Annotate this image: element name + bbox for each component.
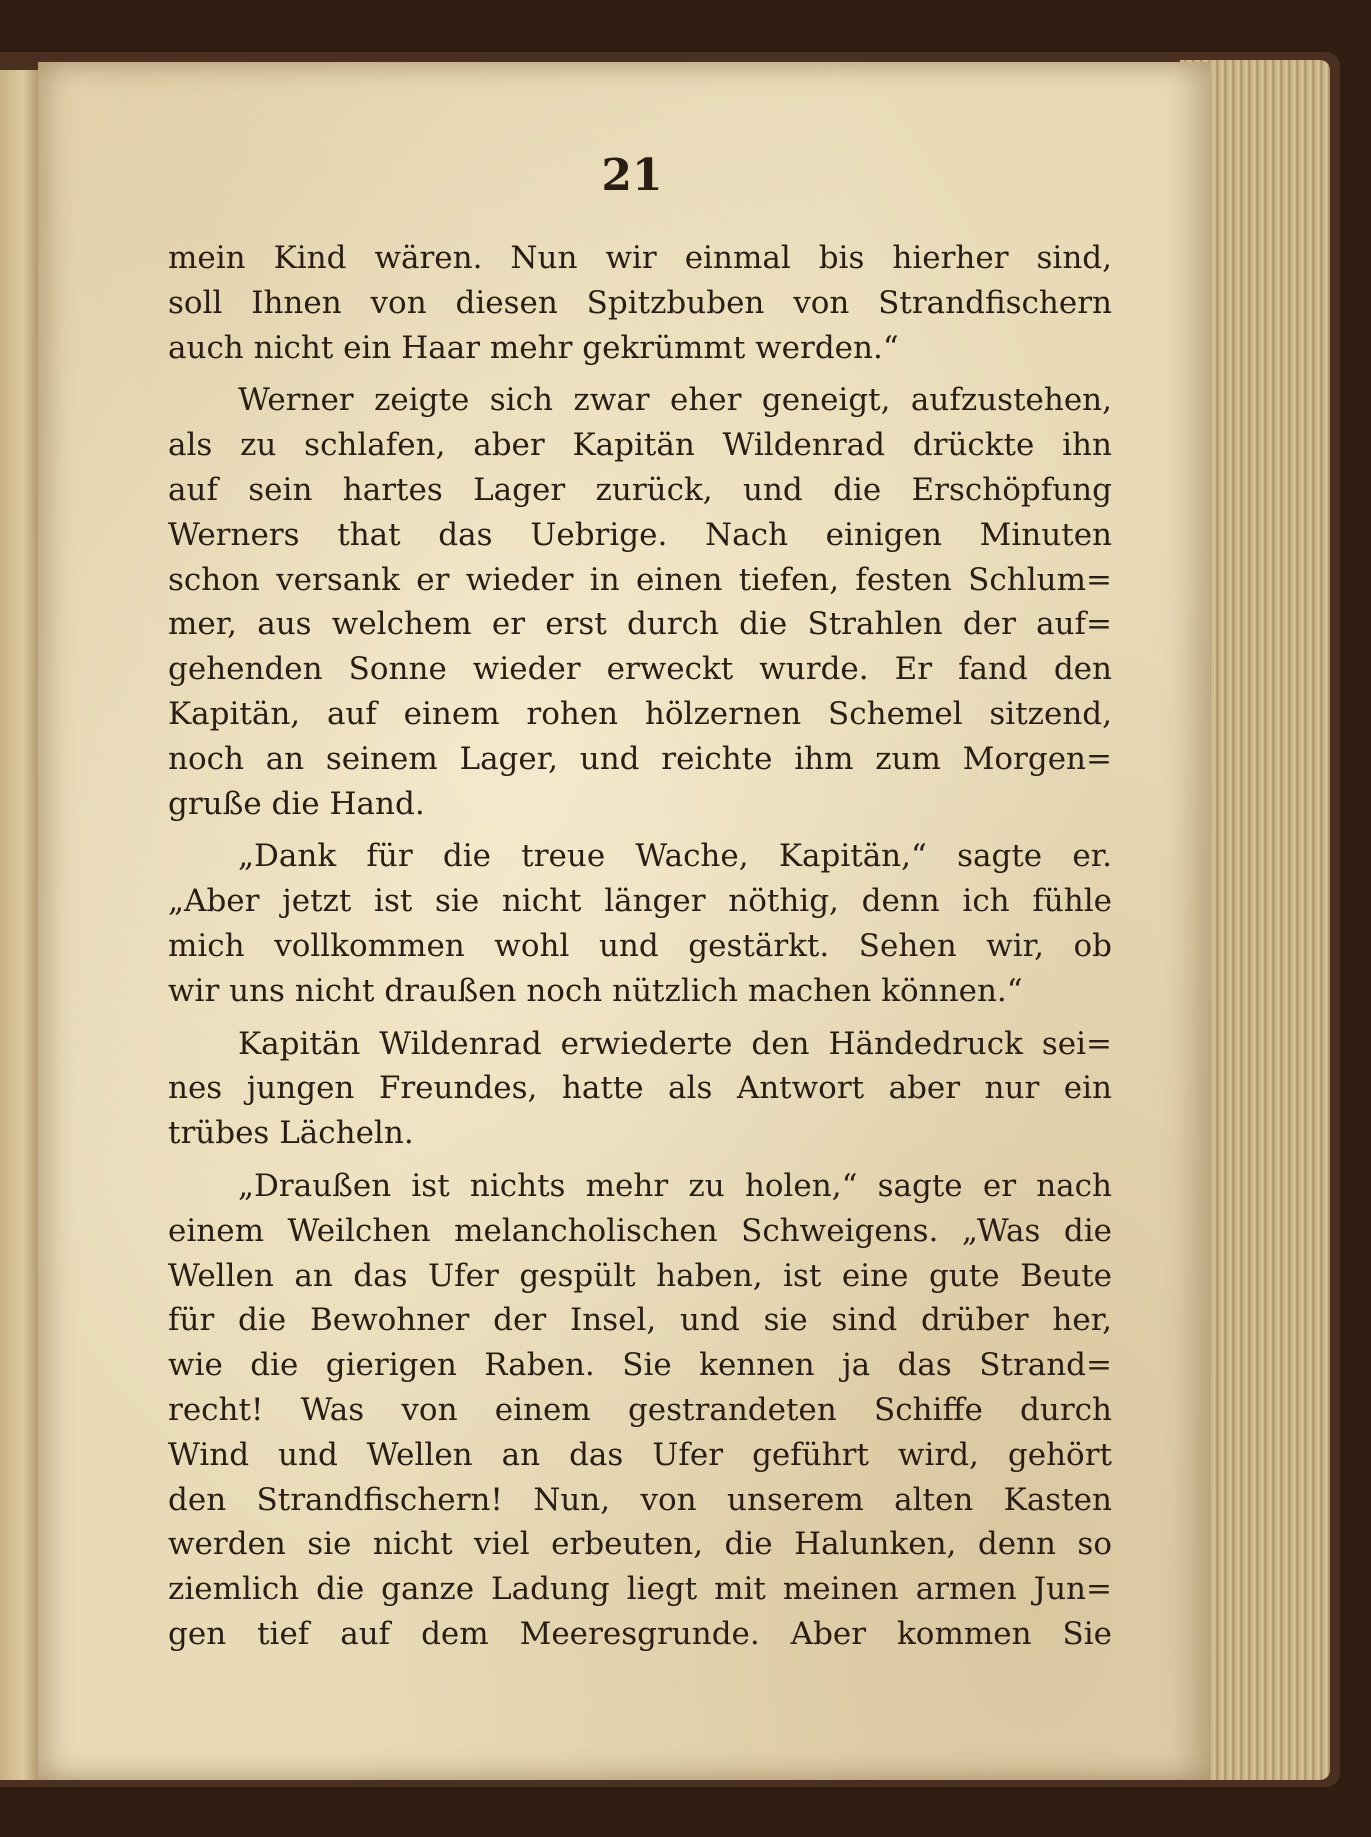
text-line: mer, aus welchem er erst durch die Strahlen der auf= [168, 606, 1112, 643]
text-line: nes jungen Freundes, hatte als Antwort aber nur ein [168, 1070, 1112, 1107]
text-line: gen tief auf dem Meeresgrunde. Aber kommen Sie [168, 1615, 1112, 1652]
text-line: einem Weilchen melancholischen Schweigens. „Was die [168, 1212, 1112, 1249]
text-line: mich vollkommen wohl und gestärkt. Sehen wir, ob [168, 927, 1112, 964]
paragraph-5 [168, 1164, 1112, 1657]
page-number: 21 [601, 150, 663, 201]
text-line: den Strandfischern! Nun, von unserem alten Kasten [168, 1481, 1112, 1518]
text-line: gehenden Sonne wieder erweckt wurde. Er fand den [168, 651, 1112, 688]
text-line: „Aber jetzt ist sie nicht länger nöthig, denn ich fühle [168, 883, 1112, 920]
page-text [168, 236, 1112, 1665]
text-line: wie die gierigen Raben. Sie kennen ja das Strand= [168, 1347, 1112, 1384]
paragraph-3 [168, 834, 1112, 1013]
text-line: für die Bewohner der Insel, und sie sind drüber her, [168, 1302, 1112, 1339]
text-line: Werners that das Uebrige. Nach einigen Minuten [168, 516, 1112, 553]
text-line: „Draußen ist nichts mehr zu holen,“ sagte er nach [238, 1167, 1112, 1204]
text-line: noch an seinem Lager, und reichte ihm zum Morgen= [168, 740, 1112, 777]
text-line: wir uns nicht draußen noch nützlich machen können.“ [168, 972, 1023, 1009]
text-line: Kapitän, auf einem rohen hölzernen Schemel sitzend, [168, 695, 1112, 732]
text-line: Kapitän Wildenrad erwiederte den Händedruck sei= [238, 1025, 1112, 1062]
text-line: Wind und Wellen an das Ufer geführt wird, gehört [168, 1436, 1112, 1473]
text-line: gruße die Hand. [168, 785, 425, 822]
paragraph-2 [168, 378, 1112, 826]
text-line: „Dank für die treue Wache, Kapitän,“ sagte er. [238, 838, 1112, 875]
text-line: werden sie nicht viel erbeuten, die Halunken, denn so [168, 1526, 1112, 1563]
left-page-edge [0, 70, 38, 1780]
text-line: trübes Lächeln. [168, 1115, 414, 1152]
paragraph-1 [168, 236, 1112, 370]
text-line: Werner zeigte sich zwar eher geneigt, aufzustehen, [238, 382, 1112, 419]
text-line: ziemlich die ganze Ladung liegt mit meinen armen Jun= [168, 1571, 1112, 1608]
text-line: schon versank er wieder in einen tiefen, festen Schlum= [168, 561, 1112, 598]
text-line: recht! Was von einem gestrandeten Schiffe durch [168, 1391, 1112, 1428]
text-line: Wellen an das Ufer gespült haben, ist eine gute Beute [168, 1257, 1112, 1294]
paragraph-4 [168, 1022, 1112, 1156]
text-line: mein Kind wären. Nun wir einmal bis hierher sind, [168, 240, 1112, 276]
text-line: auf sein hartes Lager zurück, und die Erschöpfung [168, 471, 1112, 508]
text-line: als zu schlafen, aber Kapitän Wildenrad drückte ihn [168, 427, 1112, 464]
text-line: auch nicht ein Haar mehr gekrümmt werden.“ [168, 329, 899, 366]
text-line: soll Ihnen von diesen Spitzbuben von Strandfischern [168, 284, 1112, 321]
